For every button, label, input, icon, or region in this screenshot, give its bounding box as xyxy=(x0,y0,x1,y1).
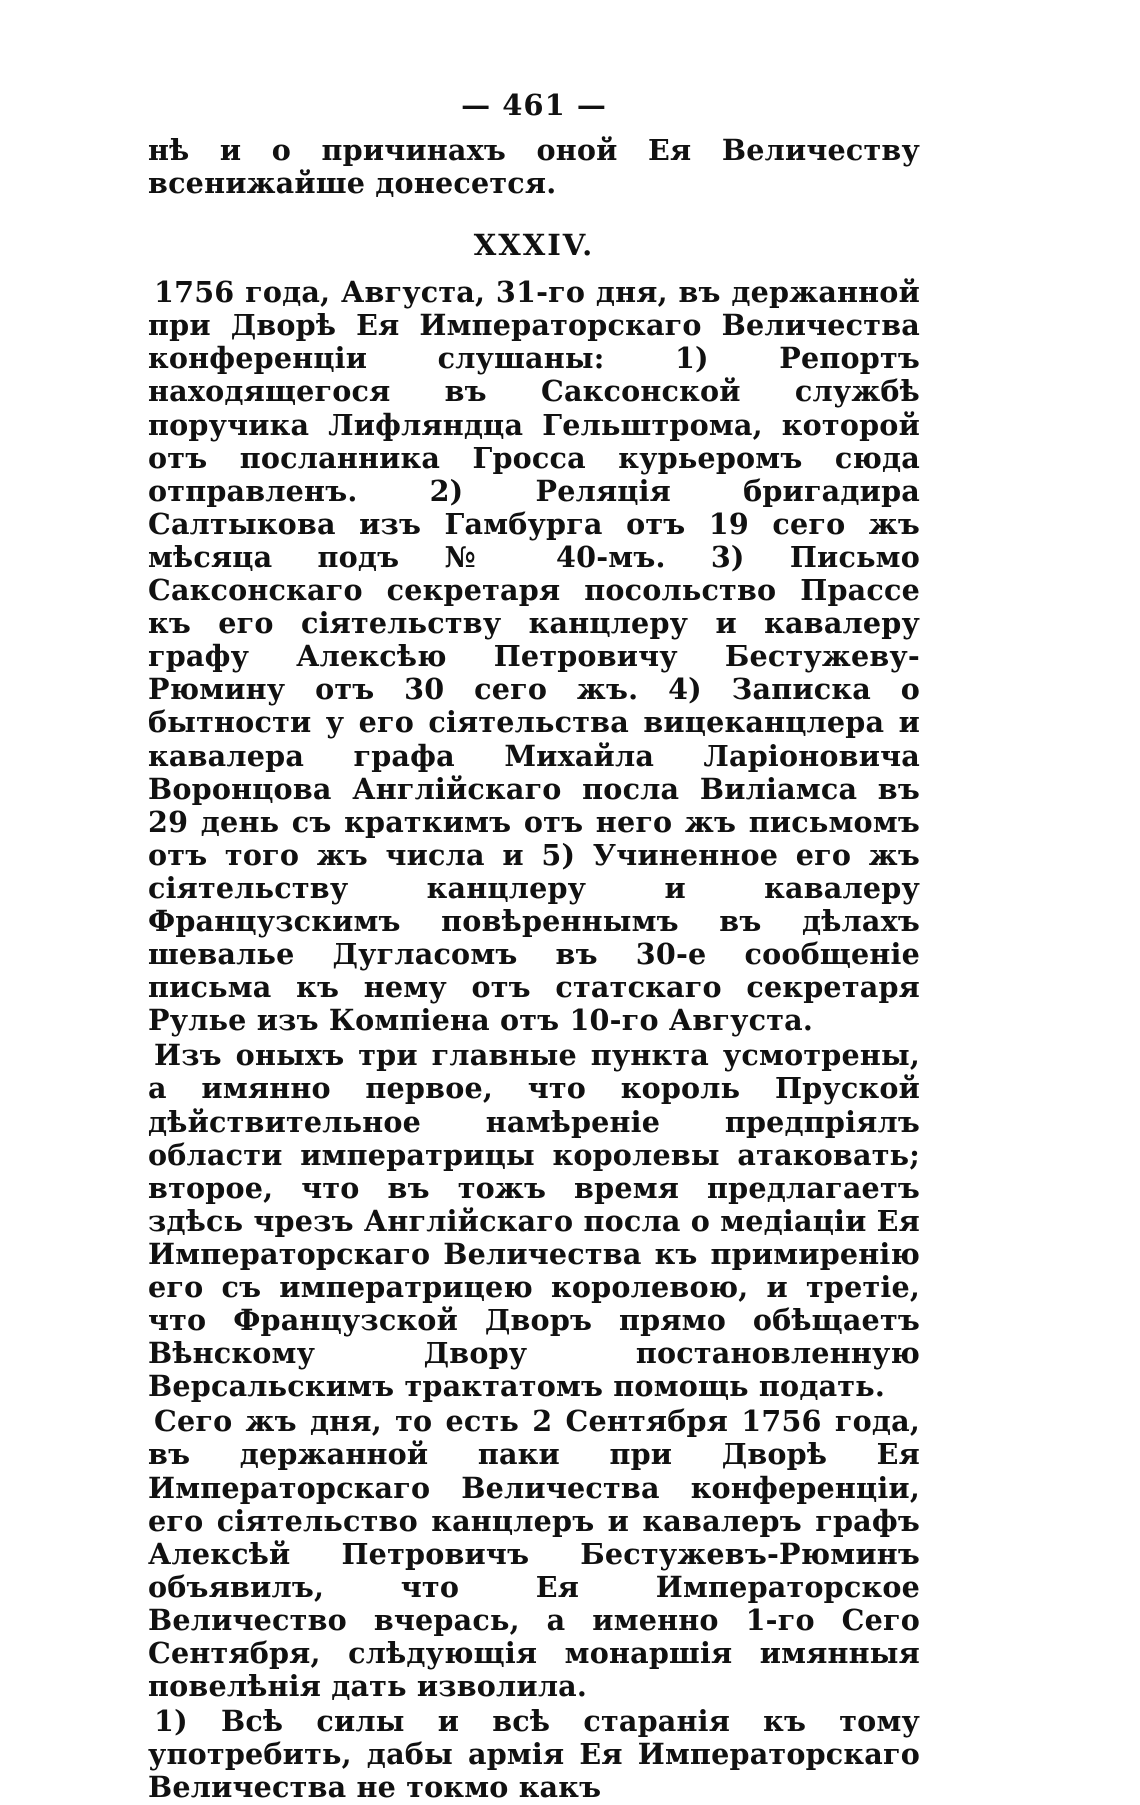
document-page xyxy=(148,88,920,1805)
section-heading: XXXIV. xyxy=(473,228,595,263)
continuation-paragraph: нѣ и о причинахъ оной Ея Величеству всенижайше донесется. xyxy=(148,133,920,201)
paragraph-4: 1) Всѣ силы и всѣ старанія къ тому употребить, дабы армія Ея Императорскаго Величества не токмо какъ xyxy=(148,1704,920,1805)
paragraph-1: 1756 года, Августа, 31-го дня, въ держанной при Дворѣ Ея Императорскаго Величества конференціи слушаны: 1) Репортъ находящегося въ Саксонской службѣ поручика Лифляндца Гельштрома, которой отъ посланника Гросса курьеромъ сюда отправленъ. 2) Реляція бригадира Салтыкова изъ Гамбурга отъ 19 сего жъ мѣсяца подъ № 40-мъ. 3) Письмо Саксонскаго секретаря посольство Прассе къ его сіятельству канцлеру и кавалеру графу Алексѣю Петровичу Бестужеву-Рюмину отъ 30 сего жъ. 4) Записка о бытности у его сіятельства вицеканцлера и кавалера графа Михайла Ларіоновича Воронцова Англійскаго посла Виліамса въ 29 день съ краткимъ отъ него жъ письмомъ отъ того жъ числа и 5) Учиненное его жъ сіятельству канцлеру и кавалеру Французскимъ повѣреннымъ въ дѣлахъ шевалье Дугласомъ въ 30-е сообщеніе письма къ нему отъ статскаго секретаря Рулье изъ Компіена отъ 10-го Августа. xyxy=(148,275,920,1038)
page-number: — 461 — xyxy=(461,88,607,122)
paragraph-2: Изъ оныхъ три главные пункта усмотрены, а имянно первое, что король Пруской дѣйствительное намѣреніе предпріялъ области императрицы королевы атаковать; второе, что въ тожъ время предлагаетъ здѣсь чрезъ Англійскаго посла о медіаціи Ея Императорскаго Величества къ примиренію его съ императрицею королевою, и третіе, что Французской Дворъ прямо обѣщаетъ Вѣнскому Двору постановленную Версальскимъ трактатомъ помощь подать. xyxy=(148,1038,920,1404)
paragraph-3: Сего жъ дня, то есть 2 Сентября 1756 года, въ держанной паки при Дворѣ Ея Императорскаго Величества конференціи, его сіятельство канцлеръ и кавалеръ графъ Алексѣй Петровичъ Бестужевъ-Рюминъ объявилъ, что Ея Императорское Величество вчерась, а именно 1-го Сего Сентября, слѣдующія монаршія имянныя повелѣнія дать изволила. xyxy=(148,1404,920,1704)
